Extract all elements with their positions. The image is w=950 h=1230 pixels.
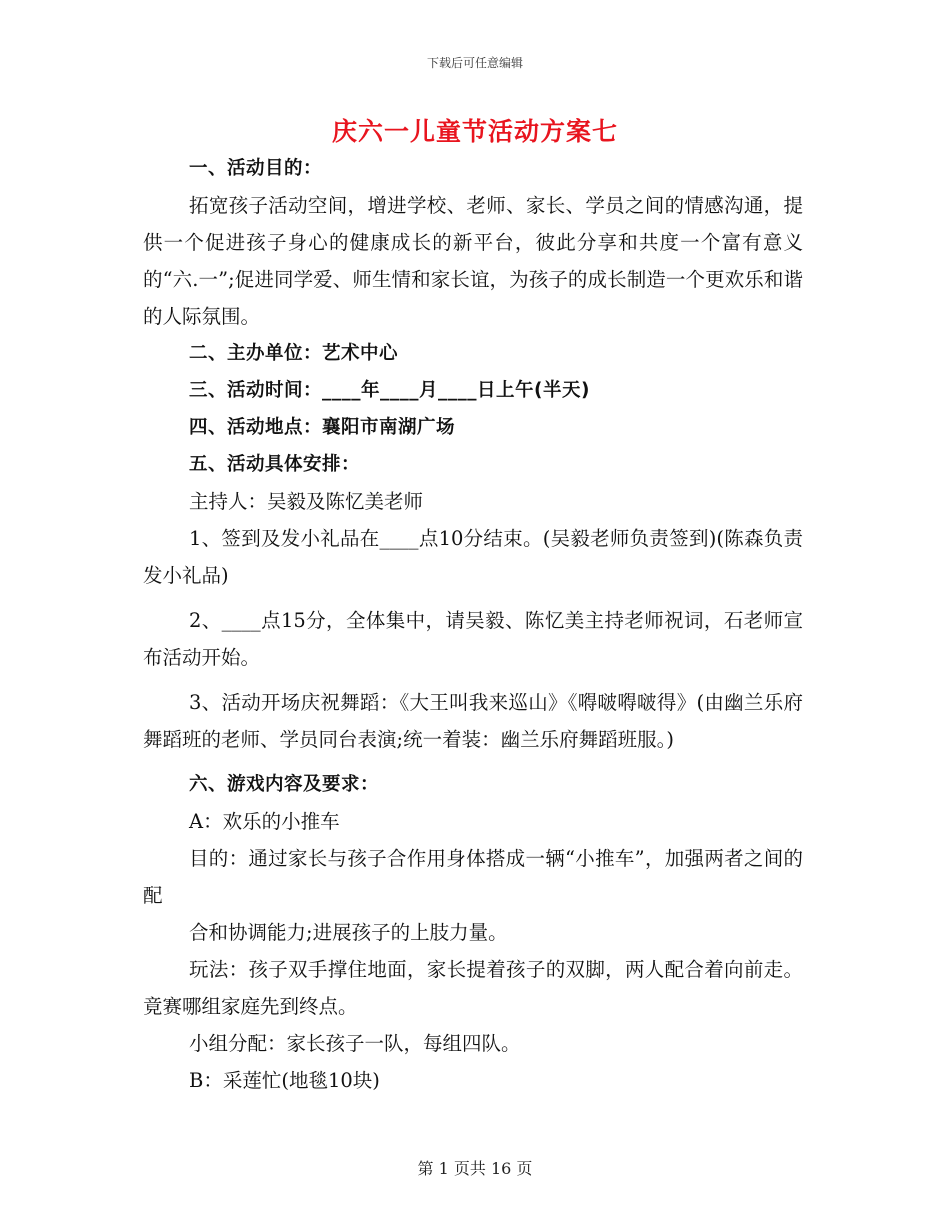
paragraph-item-3: 3、活动开场庆祝舞蹈：《大王叫我来巡山》《嘚啵嘚啵得》(由幽兰乐府舞蹈班的老师、学员同台表演;统一着装：幽兰乐府舞蹈班服。) [143,691,803,751]
paragraph-purpose: 拓宽孩子活动空间，增进学校、老师、家长、学员之间的情感沟通，提供一个促进孩子身心的健康成长的新平台，彼此分享和共度一个富有意义的“六.一”;促进同学爱、师生情和家长谊，为孩子的成长制造一个更欢乐和谐的人际氛围。 [143,194,803,328]
header-note: 下载后可任意编辑 [426,56,523,70]
paragraph-game-b: B：采莲忙(地毯10块) [189,1069,380,1092]
paragraph-item-1: 1、签到及发小礼品在____点10分结束。(吴毅老师负责签到)(陈森负责发小礼品) [143,527,803,587]
document-title: 庆六一儿童节活动方案七 [331,117,618,146]
document-body [143,150,803,1099]
section-heading-purpose: 一、活动目的： [189,158,323,179]
paragraph-game-a-purpose-cont: 合和协调能力;进展孩子的上肢力量。 [189,921,508,944]
section-heading-location: 四、活动地点：襄阳市南湖广场 [189,417,456,438]
section-heading-games: 六、游戏内容及要求： [189,774,380,795]
paragraph-game-a-groups: 小组分配：家长孩子一队，每组四队。 [189,1032,521,1055]
page-footer: 第 1 页共 16 页 [417,1159,533,1178]
section-heading-organizer: 二、主办单位：艺术中心 [189,343,399,364]
section-heading-schedule: 五、活动具体安排： [189,454,361,475]
paragraph-host: 主持人：吴毅及陈忆美老师 [189,490,424,513]
paragraph-item-2: 2、____点15分，全体集中，请吴毅、陈忆美主持老师祝词，石老师宣布活动开始。 [143,609,803,669]
section-heading-time: 三、活动时间：____年____月____日上午(半天) [189,380,590,401]
paragraph-game-a-rules: 玩法：孩子双手撑住地面，家长提着孩子的双脚，两人配合着向前走。竟赛哪组家庭先到终点。 [143,958,803,1018]
paragraph-game-a-purpose: 目的：通过家长与孩子合作用身体搭成一辆“小推车”，加强两者之间的配 [143,847,803,907]
paragraph-game-a: A：欢乐的小推车 [189,810,340,833]
